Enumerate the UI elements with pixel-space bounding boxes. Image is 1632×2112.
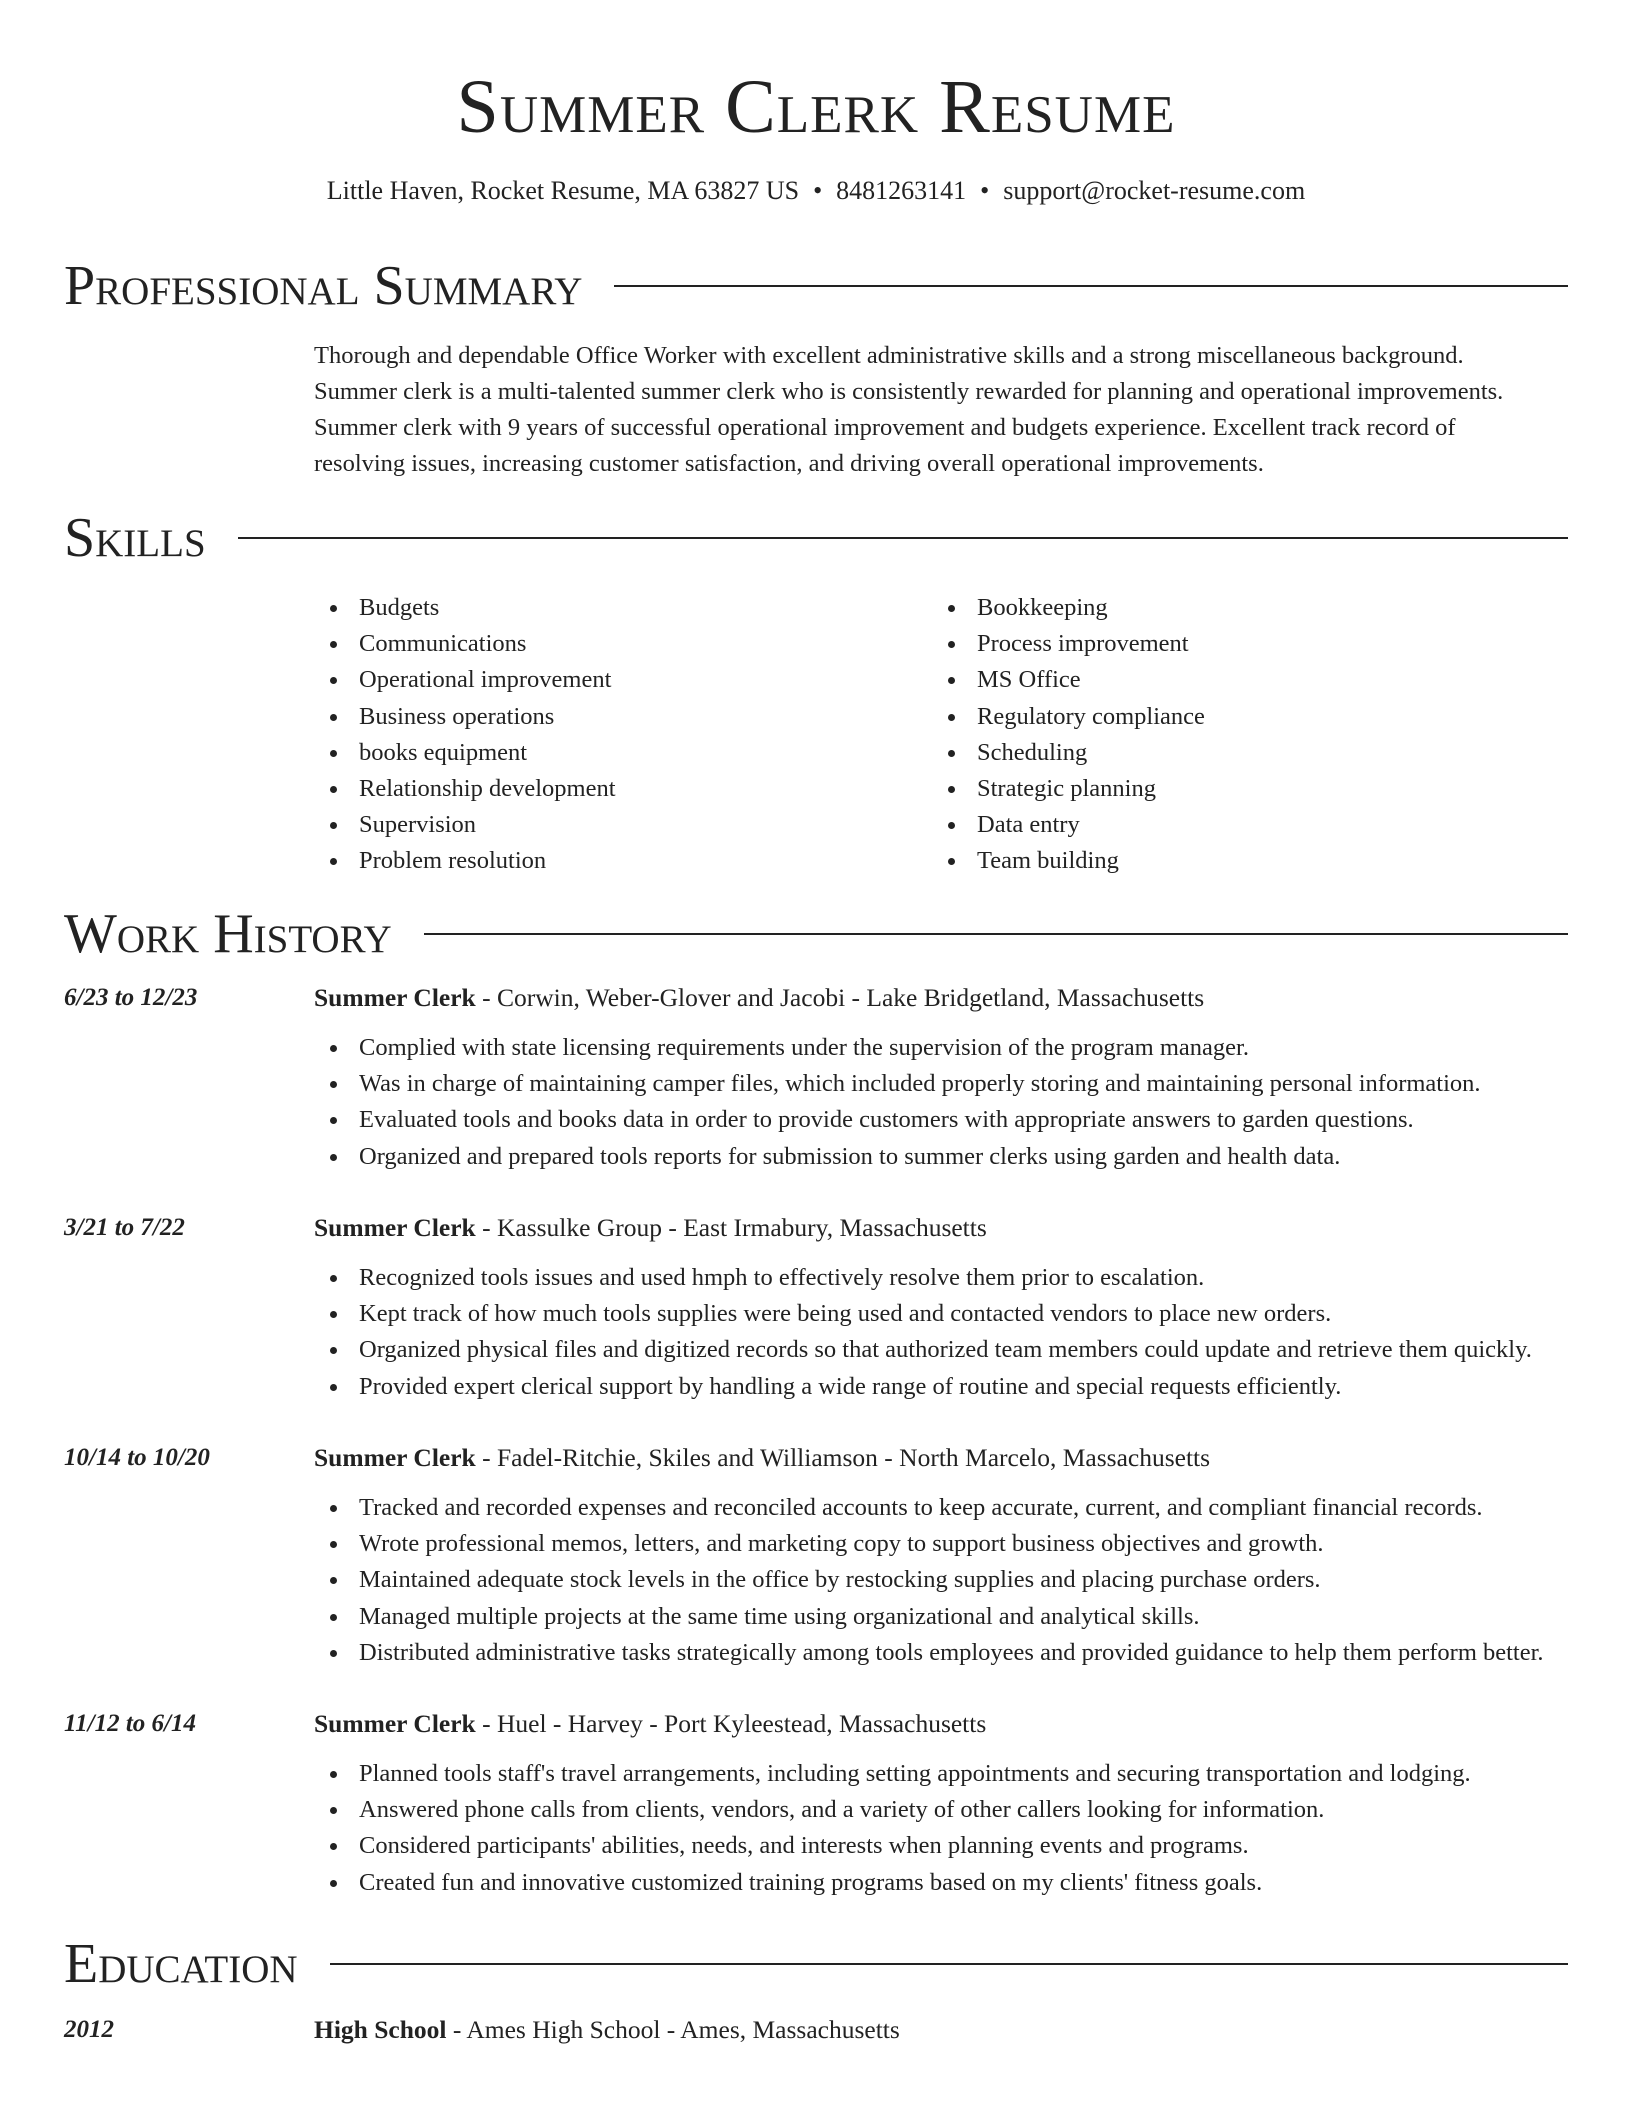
section-title-summary: Professional Summary: [64, 255, 583, 317]
job-duty: Recognized tools issues and used hmph to effectively resolve them prior to escalation.: [314, 1260, 1532, 1296]
job-dates: 3/21 to 7/22: [64, 1214, 185, 1241]
job-duty: Considered participants' abilities, needs, and interests when planning events and programs.: [314, 1828, 1471, 1864]
job-employer: - Kassulke Group - East Irmabury, Massachusetts: [475, 1213, 987, 1242]
section-divider: [614, 285, 1568, 287]
job-duty: Kept track of how much tools supplies were being used and contacted vendors to place new orders.: [314, 1296, 1532, 1332]
contact-phone[interactable]: 8481263141: [836, 176, 967, 205]
job-heading: [314, 1706, 986, 1742]
job-duty: Evaluated tools and books data in order to provide customers with appropriate answers to garden questions.: [314, 1102, 1481, 1138]
job-dates: 6/23 to 12/23: [64, 984, 198, 1011]
job-heading: [314, 980, 1204, 1016]
job-heading: [314, 1210, 987, 1246]
skill-item: Business operations: [314, 699, 932, 735]
skill-item: Budgets: [314, 590, 932, 626]
job-duty: Provided expert clerical support by handling a wide range of routine and special requests efficiently.: [314, 1369, 1532, 1405]
job-heading: [314, 1440, 1210, 1476]
skill-item: Problem resolution: [314, 843, 932, 879]
summary-text: [314, 338, 1574, 482]
skills-column-left: [314, 590, 932, 880]
skill-item: Communications: [314, 626, 932, 662]
skill-item: Relationship development: [314, 771, 932, 807]
summary-line: Thorough and dependable Office Worker with excellent administrative skills and a strong miscellaneous background.: [314, 342, 1464, 369]
contact-email[interactable]: support@rocket-resume.com: [1003, 176, 1306, 205]
section-divider: [238, 537, 1568, 539]
contact-line: [0, 174, 1632, 208]
job-duty: Tracked and recorded expenses and reconciled accounts to keep accurate, current, and compliant financial records.: [314, 1490, 1544, 1526]
skill-item: Operational improvement: [314, 662, 932, 698]
contact-separator: •: [980, 176, 990, 205]
summary-line: Summer clerk is a multi-talented summer clerk who is consistently rewarded for planning and operational improvements.: [314, 378, 1504, 405]
section-title-work-history: Work History: [64, 903, 392, 965]
section-header-education: [64, 1932, 1568, 1996]
job-title: Summer Clerk: [314, 1213, 476, 1242]
job-duty: Answered phone calls from clients, vendors, and a variety of other callers looking for information.: [314, 1792, 1471, 1828]
section-divider: [330, 1963, 1568, 1965]
section-title-skills: Skills: [64, 507, 206, 569]
job-duty: Complied with state licensing requirements under the supervision of the program manager.: [314, 1030, 1481, 1066]
job-duty: Planned tools staff's travel arrangements, including setting appointments and securing transportation and lodging.: [314, 1756, 1471, 1792]
skill-item: Team building: [932, 843, 1550, 879]
skill-item: Regulatory compliance: [932, 699, 1550, 735]
skill-item: MS Office: [932, 662, 1550, 698]
job-title: Summer Clerk: [314, 1443, 476, 1472]
section-header-skills: [64, 506, 1568, 570]
job-duty: Managed multiple projects at the same time using organizational and analytical skills.: [314, 1599, 1544, 1635]
job-employer: - Fadel-Ritchie, Skiles and Williamson - North Marcelo, Massachusetts: [475, 1443, 1211, 1472]
summary-line: resolving issues, increasing customer satisfaction, and driving overall operational improvements.: [314, 450, 1264, 477]
job-duty: Created fun and innovative customized training programs based on my clients' fitness goals.: [314, 1865, 1471, 1901]
education-school: - Ames High School - Ames, Massachusetts: [446, 2015, 900, 2044]
skills-column-right: [932, 590, 1550, 880]
skill-item: books equipment: [314, 735, 932, 771]
skill-item: Supervision: [314, 807, 932, 843]
education-degree: High School: [314, 2015, 447, 2044]
job-duty: Organized physical files and digitized records so that authorized team members could update and retrieve them quickly.: [314, 1332, 1532, 1368]
job-duties: [314, 1030, 1481, 1175]
job-dates: 10/14 to 10/20: [64, 1444, 210, 1471]
job-duties: [314, 1490, 1544, 1671]
job-title: Summer Clerk: [314, 983, 476, 1012]
section-divider: [424, 933, 1568, 935]
job-duty: Distributed administrative tasks strategically among tools employees and provided guidance to help them perform better.: [314, 1635, 1544, 1671]
job-duty: Wrote professional memos, letters, and marketing copy to support business objectives and growth.: [314, 1526, 1544, 1562]
summary-line: Summer clerk with 9 years of successful operational improvement and budgets experience. Excellent track record of: [314, 414, 1456, 441]
skill-item: Scheduling: [932, 735, 1550, 771]
section-title-education: Education: [64, 1933, 298, 1995]
skill-item: Strategic planning: [932, 771, 1550, 807]
job-duties: [314, 1260, 1532, 1405]
skill-item: Process improvement: [932, 626, 1550, 662]
job-employer: - Huel - Harvey - Port Kyleestead, Massachusetts: [475, 1709, 987, 1738]
section-header-work-history: [64, 902, 1568, 966]
skill-item: Bookkeeping: [932, 590, 1550, 626]
contact-separator: •: [813, 176, 823, 205]
job-duties: [314, 1756, 1471, 1901]
job-duty: Organized and prepared tools reports for submission to summer clerks using garden and health data.: [314, 1139, 1481, 1175]
job-duty: Was in charge of maintaining camper files, which included properly storing and maintaining personal information.: [314, 1066, 1481, 1102]
section-header-summary: [64, 254, 1568, 318]
skill-item: Data entry: [932, 807, 1550, 843]
education-year: 2012: [64, 2016, 114, 2043]
job-employer: - Corwin, Weber-Glover and Jacobi - Lake Bridgetland, Massachusetts: [475, 983, 1205, 1012]
contact-address: Little Haven, Rocket Resume, MA 63827 US: [326, 176, 800, 205]
job-dates: 11/12 to 6/14: [64, 1710, 196, 1737]
resume-title: Summer Clerk Resume: [456, 65, 1176, 149]
skills-list: [314, 590, 1574, 880]
job-duty: Maintained adequate stock levels in the office by restocking supplies and placing purchase orders.: [314, 1562, 1544, 1598]
job-title: Summer Clerk: [314, 1709, 476, 1738]
education-heading: [314, 2012, 900, 2048]
